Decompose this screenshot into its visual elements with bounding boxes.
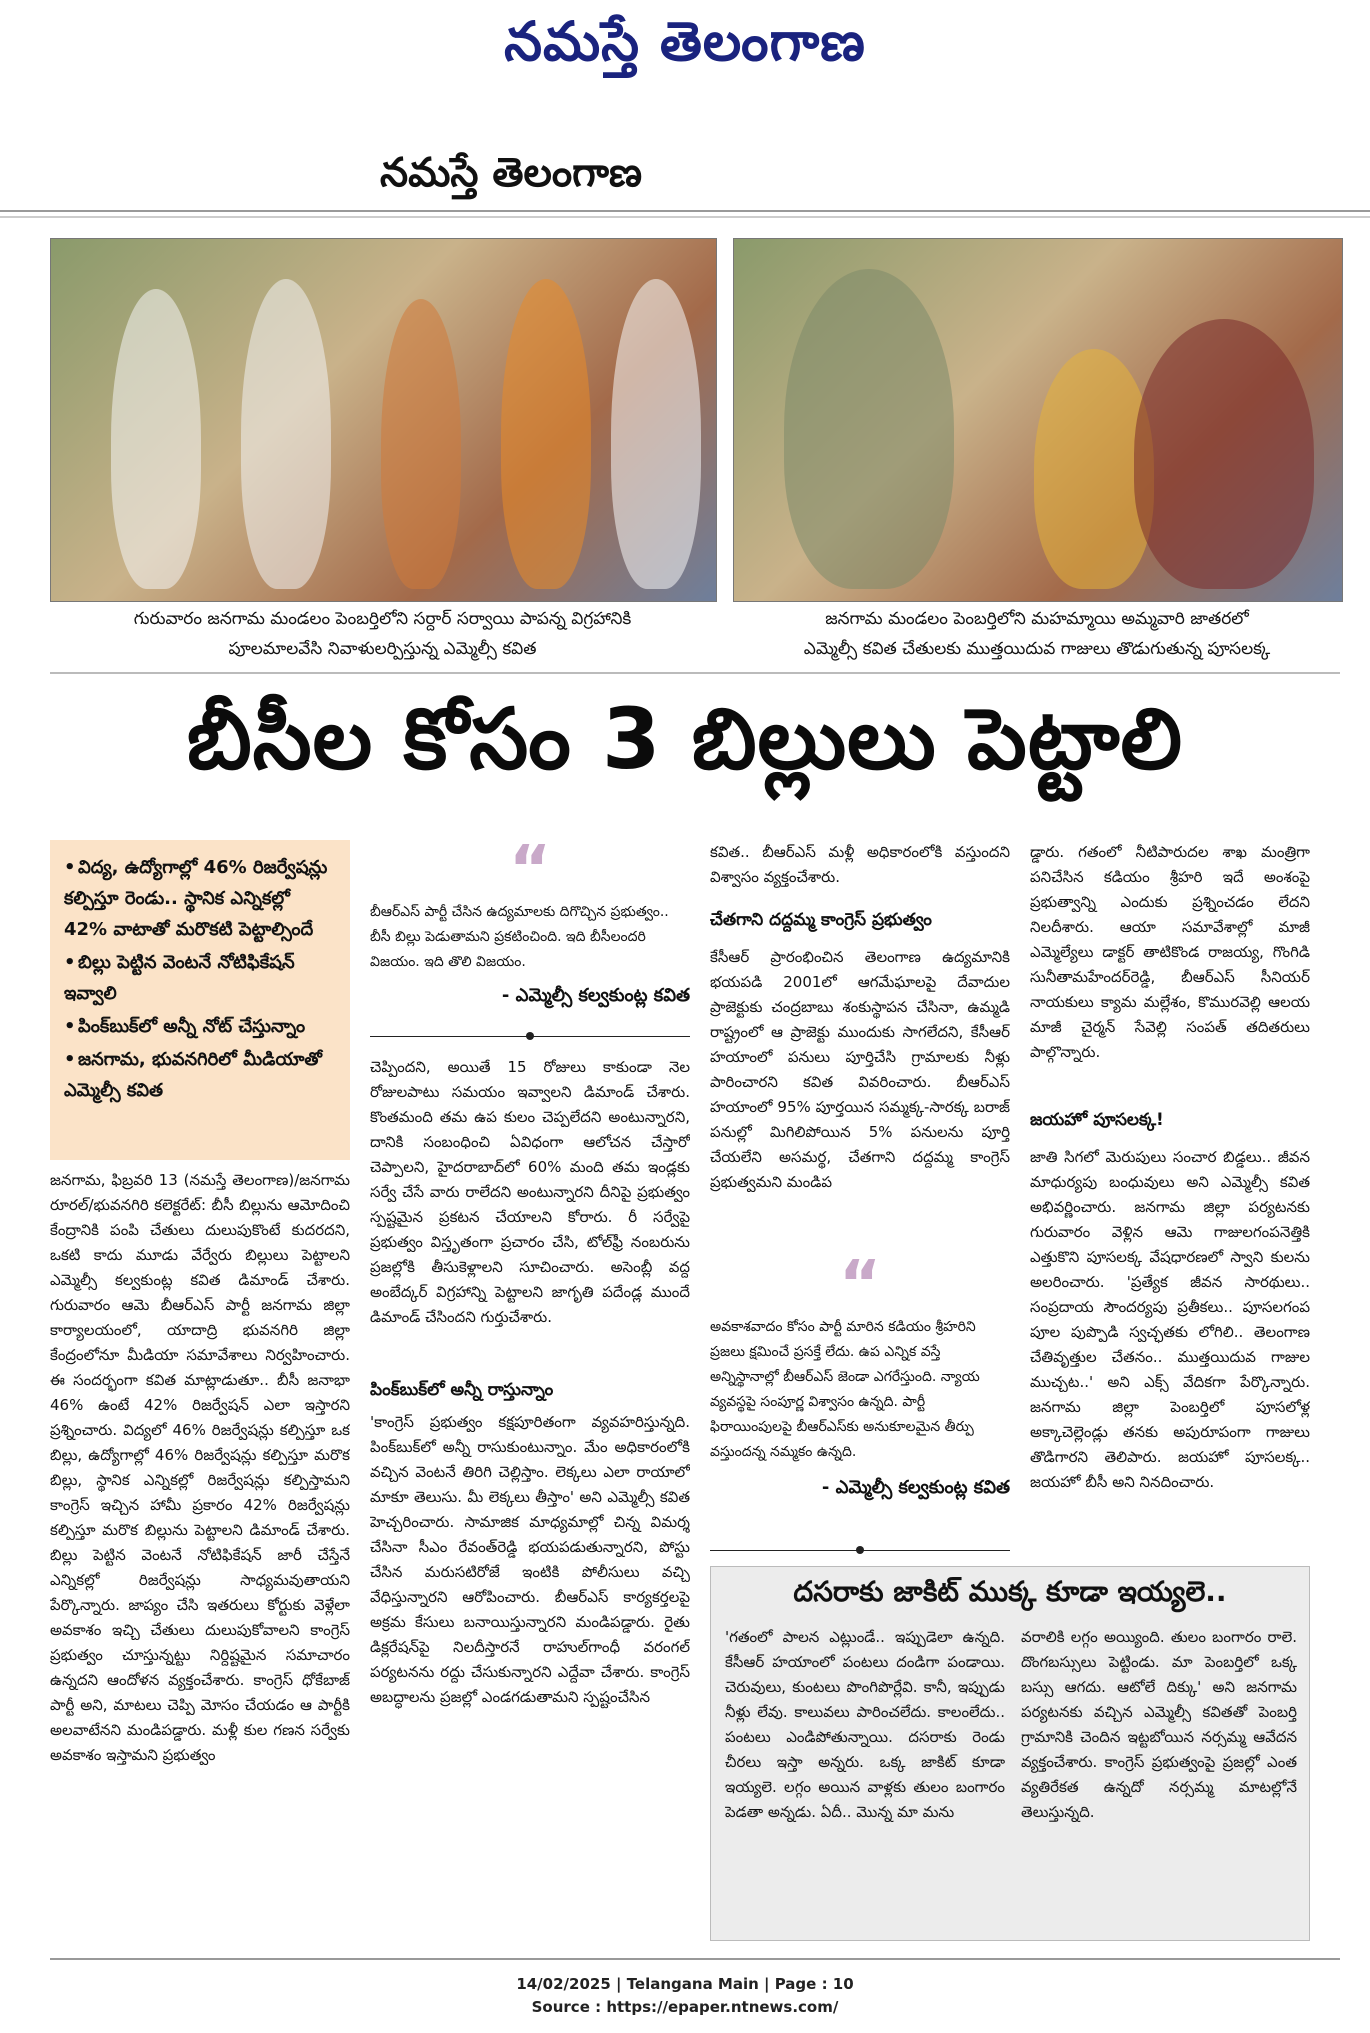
article-body-2: చెప్పిందని, అయితే 15 రోజులు కాకుండా నెల రోజులపాటు సమయం ఇవ్వాలని డిమాండ్ చేశారు. కొంతమంది తమ ఉప కులం చెప్పలేదని అంటున్నారని, దానికి సంబంధించి ఏవిధంగా ఆలోచన చేస్తారో చెప్పాలని, హైదరాబాద్‌లో 60% మంది తమ ఇండ్లకు సర్వే చేసే వారు రాలేదని అంటున్నారని దీనిపై ప్రభుత్వం స్పష్టమైన ప్రకటన చేయాలని కోరారు. రీ సర్వేపై ప్రభుత్వం విస్తృతంగా ప్రచారం చేసి, టోల్‌ఫ్రీ నంబరును ప్రజల్లోకి తీసుకెళ్లాలని సూచించారు. అసెంబ్లీ వద్ద అంబేద్కర్ విగ్రహాన్ని పెట్టాలని జాగృతి పదేండ్ల ముందే డిమాండ్ చేసిందని గుర్తుచేశారు. bbox=[370, 1058, 690, 1326]
article-body-3: కవిత.. బీఆర్‌ఎస్ మళ్లీ అధికారంలోకి వస్తుందని విశ్వాసం వ్యక్తంచేశారు. bbox=[710, 843, 1010, 886]
divider-dot bbox=[526, 1032, 534, 1040]
bottom-divider bbox=[50, 1958, 1340, 1960]
sidebar-box-col-a bbox=[725, 1625, 1005, 1930]
highlight-text: జనగామ, భువనగిరిలో మీడియాతో ఎమ్మెల్సీ కవిత bbox=[64, 1049, 322, 1101]
photo-left-caption-line2: పూలమాలవేసి నివాళులర్పిస్తున్న ఎమ్మెల్సీ కవిత bbox=[228, 639, 537, 659]
quote-icon: “ bbox=[838, 1248, 882, 1322]
pull-quote-2-attribution: - ఎమ్మెల్సీ కల్వకుంట్ల కవిత bbox=[821, 1477, 1010, 1498]
photo-right-caption-line1: జనగామ మండలం పెంబర్తిలోని మహమ్మాయి అమ్మవారి జాతరలో bbox=[825, 609, 1249, 629]
article-body-4b: జాతి సిగలో మెరుపులు సంచార బిడ్డలు.. జీవన మాధుర్యపు బంధువులు అని ఎమ్మెల్సీ కవిత అభివర్ణించారు. జనగామ జిల్లా పర్యటనకు గురువారం వెళ్లిన ఆమె గాజులగంపనెత్తికి ఎత్తుకొని పూసలక్క వేషధారణలో స్వాని కులను అలరించారు. 'ప్రత్యేక జీవన సారథులు.. సంప్రదాయ సౌందర్యపు ప్రతీకలు.. పూసలగంప పూల పుప్పొడి స్వచ్ఛతకు లోగిలి.. తెలంగాణ చేతివృత్తుల చేతనం.. ముత్తయిదువ గాజుల ముచ్చట..' అని ఎక్స్ వేదికగా పేర్కొన్నారు. జనగామ జిల్లా పెంబర్తిలో పూసలోళ్ల అక్కాచెల్లెండ్లు తనకు అపురూపంగా గాజులు తొడిగారని తెలిపారు. జయహో పూసలక్క.. జయహో బీసీ అని నినదించారు. bbox=[1030, 1148, 1310, 1491]
subheading-jayaho: జయహో పూసలక్క! bbox=[1030, 1110, 1164, 1130]
pull-quote-2-text: అవకాశవాదం కోసం పార్టీ మారిన కడియం శ్రీహరిని ప్రజలు క్షమించే ప్రసక్తే లేదు. ఉప ఎన్నిక వస్తే అన్నిస్థానాల్లో బీఆర్‌ఎస్ జెండా ఎగరేస్తుంది. న్యాయ వ్యవస్థపై సంపూర్ణ విశ్వాసం ఉన్నది. పార్టీ ఫిరాయింపులపై బీఆర్‌ఎస్‌కు అనుకూలమైన తీర్పు వస్తుందన్న నమ్మకం ఉన్నది. bbox=[710, 1319, 980, 1460]
main-headline: బీసీల కోసం 3 బిల్లులు పెట్టాలి bbox=[186, 690, 1184, 788]
highlight-text: పింక్‌బుక్‌లో అన్నీ నోట్ చేస్తున్నాం bbox=[78, 1016, 306, 1037]
sidebar-box-col-b bbox=[1021, 1625, 1297, 1930]
article-column-2b bbox=[370, 1410, 690, 1950]
photo-right-caption-line2: ఎమ్మెల్సీ కవిత చేతులకు ముత్తయిదువ గాజులు తొడుగుతున్న పూసలక్క bbox=[803, 639, 1271, 659]
article-body-3b: కేసీఆర్ ప్రారంభించిన తెలంగాణ ఉద్యమానికి భయపడి 2001లో ఆగమేఘాలపై దేవాదుల ప్రాజెక్టుకు చంద్రబాబు శంకుస్థాపన చేసినా, ఉమ్మడి రాష్ట్రంలో ఆ ప్రాజెక్టు ముందుకు సాగలేదని, కేసీఆర్ హయాంలో పనులు పూర్తిచేసి గ్రామాలకు నీళ్లు పారించారని కవిత వివరించారు. బీఆర్‌ఎస్ హయాంలో 95% పూర్తయిన సమ్మక్క-సారక్క బరాజ్ పనుల్లో మిగిలిపోయిన 5% పనులను పూర్తి చేయలేని అసమర్థ, చేతగాని దద్దమ్మ కాంగ్రెస్ ప్రభుత్వమని మండిప bbox=[710, 948, 1010, 1191]
sidebar-box-text-a: 'గతంలో పాలన ఎట్లుండే.. ఇప్పుడెలా ఉన్నది. కేసీఆర్ హయాంలో పంటలు దండిగా పండాయి. చెరువులు, కుంటలు పొంగిపొర్లేవి. కానీ, ఇప్పుడు నీళ్లు లేవు. కాలువలు పారించలేదు. కాలంలేదు.. పంటలు ఎండిపోతున్నాయి. దసరాకు రెండు చీరలు ఇస్తా అన్నరు. ఒక్క జాకిట్ కూడా ఇయ్యలె. లగ్గం అయిన వాళ్లకు తులం బంగారం పెడతా అన్నడు. ఏదీ.. మొన్న మా మను bbox=[725, 1628, 1005, 1821]
highlight-item: • విద్య, ఉద్యోగాల్లో 46% రిజర్వేషన్లు కల్పిస్తూ రెండు.. స్థానిక ఎన్నికల్లో 42% వాటాతో మరొకటి పెట్టాల్సిందే bbox=[64, 857, 328, 940]
pull-quote-1 bbox=[370, 833, 690, 1010]
highlight-item: • పింక్‌బుక్‌లో అన్నీ నోట్ చేస్తున్నాం bbox=[64, 1016, 306, 1037]
article-body-4: డ్డారు. గతంలో నీటిపారుదల శాఖ మంత్రిగా పనిచేసిన కడియం శ్రీహరి ఇదే అంశంపై ప్రభుత్వాన్ని ఎందుకు ప్రశ్నించడం లేదని నిలదీశారు. ఆయా సమావేశాల్లో మాజీ ఎమ్మెల్యేలు డాక్టర్ తాటికొండ రాజయ్య, గొంగిడి సునీతామహేందర్‌రెడ్డి, బీఆర్‌ఎస్ సీనియర్ నాయకులు క్యామ మల్లేశం, కొమురవెల్లి ఆలయ మాజీ చైర్మన్ సేవెల్లి సంపత్ తదితరులు పాల్గొన్నారు. bbox=[1030, 843, 1310, 1061]
article-column-3b bbox=[710, 945, 1010, 1245]
sidebar-box-title: దసరాకు జాకిట్ ముక్క కూడా ఇయ్యలె.. bbox=[793, 1575, 1227, 1608]
masthead-logo: నమస్తే తెలంగాణ bbox=[504, 10, 866, 73]
footer-source: Source : https://epaper.ntnews.com/ bbox=[531, 1998, 839, 2016]
quote-icon: “ bbox=[508, 833, 552, 907]
top-divider-thin bbox=[0, 216, 1370, 218]
pull-quote-1-text: బీఆర్‌ఎస్ పార్టీ చేసిన ఉద్యమాలకు దిగొచ్చిన ప్రభుత్వం.. బీసీ బిల్లు పెడుతామని ప్రకటించింది. ఇది బీసీలందరి విజయం. ఇది తొలి విజయం. bbox=[370, 904, 669, 970]
top-divider bbox=[0, 210, 1370, 212]
photo-left-caption-line1: గురువారం జనగామ మండలం పెంబర్తిలోని సర్దార్ సర్వాయి పాపన్న విగ్రహానికి bbox=[133, 609, 632, 629]
highlight-item: • బిల్లు పెట్టిన వెంటనే నోటిఫికేషన్ ఇవ్వాలి bbox=[64, 952, 295, 1004]
sidebar-box-text-b: వరాలికి లగ్గం అయ్యింది. తులం బంగారం రాలె. దొంగబస్సులు పెట్టిండు. మా పెంబర్తిలో ఒక్క బస్సు ఆగదు. ఆటోలే దిక్కు' అని జనగామ పర్యటనకు వచ్చిన ఎమ్మెల్సీ కవితతో పెంబర్తి గ్రామానికి చెందిన ఇట్టబోయిన నర్సమ్మ ఆవేదన వ్యక్తంచేశారు. కాంగ్రెస్ ప్రభుత్వంపై ప్రజల్లో ఎంత వ్యతిరేకత ఉన్నదో నర్సమ్మ మాటల్లోనే తెలుస్తున్నది. bbox=[1021, 1628, 1297, 1821]
pull-quote-2 bbox=[710, 1248, 1010, 1502]
sidebar-box-narsamma bbox=[710, 1566, 1310, 1941]
photo-bangles-ceremony bbox=[733, 238, 1343, 602]
divider-dot bbox=[856, 1546, 864, 1554]
article-column-3 bbox=[710, 840, 1010, 892]
article-column-4b bbox=[1030, 1145, 1310, 1555]
article-column-1 bbox=[50, 1168, 350, 1948]
article-body-2b: 'కాంగ్రెస్ ప్రభుత్వం కక్షపూరితంగా వ్యవహరిస్తున్నది. పింక్‌బుక్‌లో అన్నీ రాసుకుంటున్నాం. మేం అధికారంలోకి వచ్చిన వెంటనే తిరిగి చెల్లిస్తాం. లెక్కలు ఎలా రాయాలో మాకూ తెలుసు. మీ లెక్కలు తీస్తాం' అని ఎమ్మెల్సీ కవిత హెచ్చరించారు. సామాజిక మాధ్యమాల్లో చిన్న విమర్శ చేసినా సీఎం రేవంత్‌రెడ్డి భయపడుతున్నారని, పోస్టు చేసిన మరుసటిరోజే ఇంటికి పోలీసులు వచ్చి వేధిస్తున్నారని ఆరోపించారు. బీఆర్‌ఎస్ కార్యకర్తలపై అక్రమ కేసులు బనాయిస్తున్నారని మండిపడ్డారు. రైతు డిక్లరేషన్‌పై నిలదీస్తారనే రాహుల్‌గాంధీ వరంగల్ పర్యటనను రద్దు చేసుకున్నారని ఎద్దేవా చేశారు. కాంగ్రెస్ అబద్ధాలను ప్రజల్లో ఎండగడుతామని స్పష్టంచేసిన bbox=[370, 1413, 690, 1706]
subheading-congress: చేతగాని దద్దమ్మ కాంగ్రెస్ ప్రభుత్వం bbox=[710, 910, 932, 930]
caption-divider bbox=[50, 672, 1340, 674]
article-body-1: జనగామ, ఫిబ్రవరి 13 (నమస్తే తెలంగాణ)/జనగామ రూరల్/భువనగిరి కలెక్టరేట్: బీసీ బిల్లును ఆమోదించి కేంద్రానికి పంపి చేతులు దులుపుకొంటే కుదరదని, ఒకటి కాదు మూడు వేర్వేరు బిల్లులు పెట్టాలని ఎమ్మెల్సీ కల్వకుంట్ల కవిత డిమాండ్ చేశారు. గురువారం ఆమె బీఆర్‌ఎస్ పార్టీ జనగామ జిల్లా కార్యాలయంలో, యాదాద్రి భువనగిరి జిల్లా కేంద్రంలోనూ మీడియా సమావేశాలు నిర్వహించారు. ఈ సందర్భంగా కవిత మాట్లాడుతూ.. బీసీ జనాభా 46% ఉంటే 42% రిజర్వేషన్ ఎలా ఇస్తారని ప్రశ్నించారు. విద్యలో 46% రిజర్వేషన్లు కల్పిస్తూ ఒక బిల్లు, ఉద్యోగాల్లో 46% రిజర్వేషన్లు కల్పిస్తూ మరొక బిల్లు, స్థానిక ఎన్నికల్లో రిజర్వేషన్లు కల్పిస్తామని కాంగ్రెస్ ఇచ్చిన హామీ ప్రకారం 42% రిజర్వేషన్లు కల్పిస్తూ మరొక బిల్లును పెట్టాలని డిమాండ్ చేశారు. బిల్లు పెట్టిన వెంటనే నోటిఫికేషన్ జారీ చేస్తేనే ఎన్నికల్లో రిజర్వేషన్లు సాధ్యమవుతాయని పేర్కొన్నారు. జాప్యం చేసి ఇతరులు కోర్టుకు వెళ్లేలా అవకాశం ఇచ్చి చేతులు దులుపుకోవాలని కాంగ్రెస్ ప్రభుత్వం చూస్తున్నట్టు నిర్దిష్టమైన సమాచారం ఉన్నదని ఆందోళన వ్యక్తంచేశారు. కాంగ్రెస్ ధోకేబాజ్ పార్టీ అని, మాటలు చెప్పి మోసం చేయడం ఆ పార్టీకి అలవాటేనని మండిపడ్డారు. మళ్లీ కుల గణన సర్వేకు అవకాశం ఇస్తామని ప్రభుత్వం bbox=[50, 1171, 350, 1764]
section-masthead: నమస్తే తెలంగాణ bbox=[380, 150, 643, 196]
subheading-pinkbook: పింక్‌బుక్‌లో అన్నీ రాస్తున్నాం bbox=[370, 1380, 554, 1400]
article-column-4 bbox=[1030, 840, 1310, 1100]
photo-left-caption bbox=[50, 604, 715, 664]
highlight-text: బిల్లు పెట్టిన వెంటనే నోటిఫికేషన్ ఇవ్వాలి bbox=[64, 952, 295, 1004]
article-column-2 bbox=[370, 1055, 690, 1375]
footer-date-page: 14/02/2025 | Telangana Main | Page : 10 bbox=[516, 1975, 854, 1993]
photo-right-caption bbox=[733, 604, 1341, 664]
highlight-text: విద్య, ఉద్యోగాల్లో 46% రిజర్వేషన్లు కల్పిస్తూ రెండు.. స్థానిక ఎన్నికల్లో 42% వాటాతో మరొకటి పెట్టాల్సిందే bbox=[64, 857, 328, 940]
pull-quote-1-attribution: - ఎమ్మెల్సీ కల్వకుంట్ల కవిత bbox=[501, 985, 690, 1006]
highlight-item: • జనగామ, భువనగిరిలో మీడియాతో ఎమ్మెల్సీ కవిత bbox=[64, 1049, 322, 1101]
highlights-box bbox=[50, 840, 350, 1160]
photo-statue-tribute bbox=[50, 238, 717, 602]
